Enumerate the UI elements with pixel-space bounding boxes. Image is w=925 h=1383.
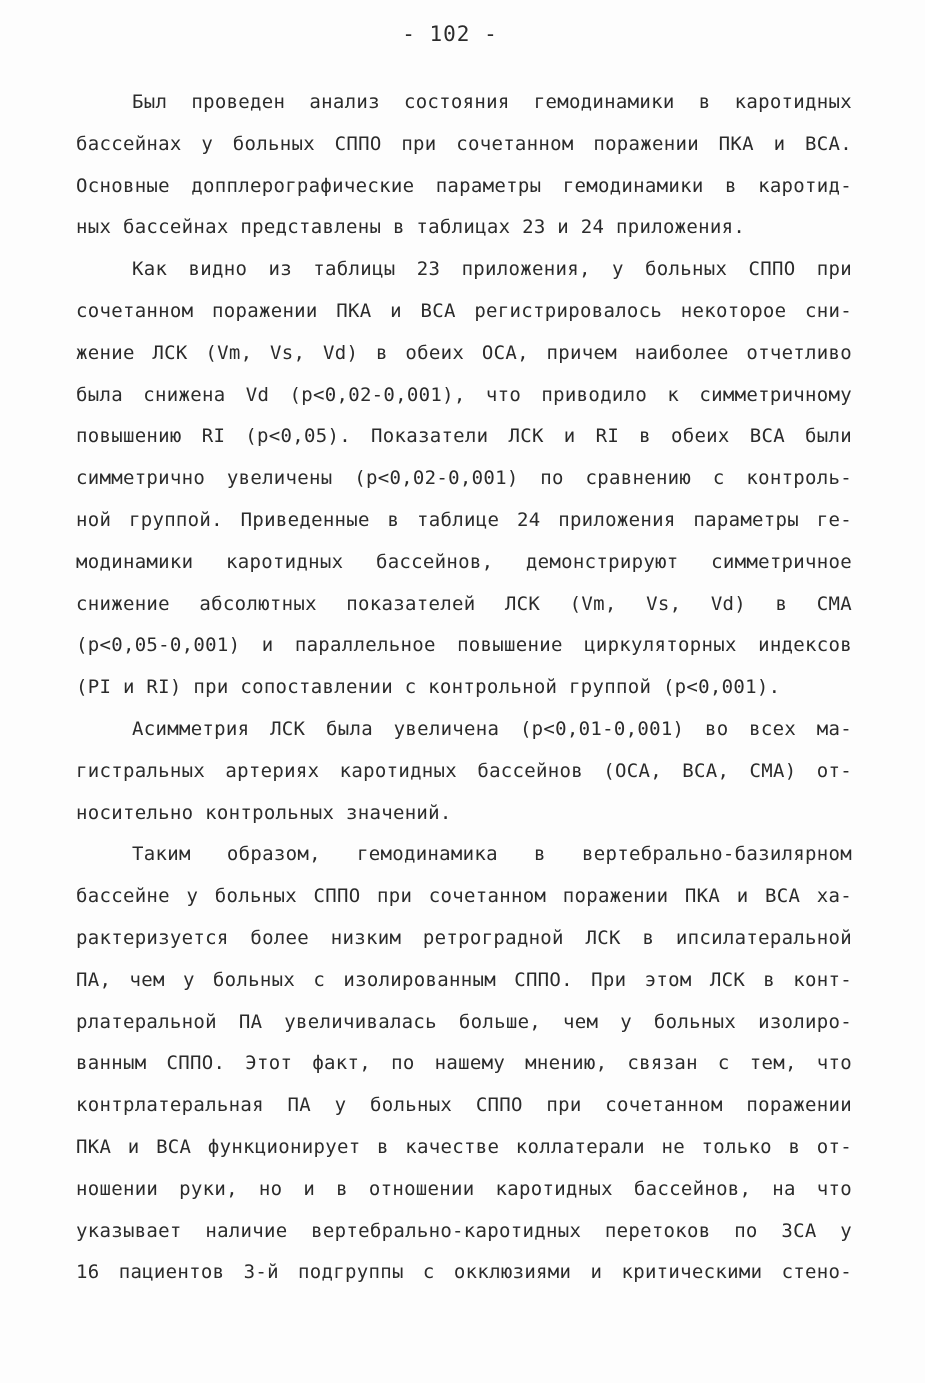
- text-line: указывает наличие вертебрально-каротидных перетоков по ЗСА у: [76, 1219, 852, 1242]
- text-line: симметрично увеличены (p<0,02-0,001) по сравнению с контроль-: [76, 467, 852, 490]
- text-line: бассейнах у больных СППО при сочетанном поражении ПКА и ВСА.: [76, 132, 852, 155]
- text-line: модинамики каротидных бассейнов, демонстрируют симметричное: [76, 550, 852, 573]
- text-line: ных бассейнах представлены в таблицах 23 и 24 приложения.: [76, 216, 746, 239]
- text-line: сочетанном поражении ПКА и ВСА регистрировалось некоторое сни-: [76, 299, 852, 322]
- text-line: бассейне у больных СППО при сочетанном поражении ПКА и ВСА ха-: [76, 885, 852, 908]
- text-line: ной группой. Приведенные в таблице 24 приложения параметры ге-: [76, 508, 852, 531]
- text-line: (p<0,05-0,001) и параллельное повышение циркуляторных индексов: [76, 634, 852, 657]
- text-line: Основные допплерографические параметры гемодинамики в каротид-: [76, 174, 852, 197]
- text-line: была снижена Vd (p<0,02-0,001), что приводило к симметричному: [76, 383, 852, 406]
- text-line: (PI и RI) при сопоставлении с контрольной группой (p<0,001).: [76, 676, 781, 699]
- text-line: 16 пациентов 3-й подгруппы с окклюзиями и критическими стено-: [76, 1261, 852, 1284]
- text-line: ванным СППО. Этот факт, по нашему мнению, связан с тем, что: [76, 1052, 852, 1075]
- text-line: снижение абсолютных показателей ЛСК (Vm, Vs, Vd) в СМА: [76, 592, 852, 615]
- page-number: - 102 -: [402, 22, 498, 46]
- text-line: жение ЛСК (Vm, Vs, Vd) в обеих ОСА, причем наиболее отчетливо: [76, 341, 852, 364]
- text-line: Как видно из таблицы 23 приложения, у больных СППО при: [132, 258, 852, 281]
- text-line: ПА, чем у больных с изолированным СППО. При этом ЛСК в конт-: [76, 968, 852, 991]
- text-line: Был проведен анализ состояния гемодинамики в каротидных: [132, 91, 852, 113]
- text-line: контрлатеральная ПА у больных СППО при сочетанном поражении: [76, 1094, 852, 1117]
- body-text: [76, 82, 852, 1294]
- text-line: ношении руки, но и в отношении каротидных бассейнов, на что: [76, 1177, 852, 1200]
- text-line: Асимметрия ЛСК была увеличена (p<0,01-0,001) во всех ма-: [132, 717, 852, 740]
- text-line: рлатеральной ПА увеличивалась больше, чем у больных изолиро-: [76, 1010, 852, 1033]
- text-line: Таким образом, гемодинамика в вертебрально-базилярном: [132, 843, 852, 866]
- text-line: носительно контрольных значений.: [76, 801, 452, 824]
- text-line: повышению RI (p<0,05). Показатели ЛСК и RI в обеих ВСА были: [76, 425, 852, 448]
- text-line: ПКА и ВСА функционирует в качестве коллатерали не только в от-: [76, 1135, 852, 1158]
- text-line: рактеризуется более низким ретроградной ЛСК в ипсилатеральной: [76, 926, 852, 949]
- text-line: гистральных артериях каротидных бассейнов (ОСА, ВСА, СМА) от-: [76, 759, 852, 782]
